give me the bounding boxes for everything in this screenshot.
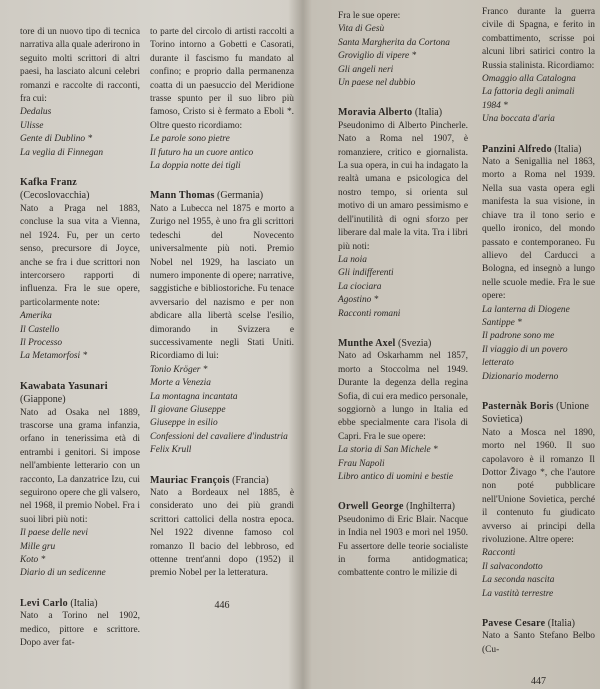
author-country: (Svezia) [397, 337, 432, 349]
text-column [338, 0, 468, 597]
work-title: La Metamorfosi * [20, 351, 88, 362]
author-heading [20, 597, 140, 610]
work-title: Dizionario moderno [482, 371, 559, 382]
entry-text: tore di un nuovo tipo di tecnica narrativa alla quale aderirono in seguito molti scrittori di altri paesi, ha lasciato alcuni celebri romanzi e raccolte di racconti, fra cui: [20, 27, 140, 105]
author-entry [20, 380, 140, 581]
work-title: Il paese delle nevi [20, 528, 88, 539]
author-entry [150, 189, 294, 457]
entry-continuation [20, 26, 140, 160]
entry-text: Pseudonimo di Alberto Pincherle. Nato a Roma nel 1907, è romanziere, critico e giornalista. La sua opera, in cui ha indagato la realtà umana e psicologica del nostro tempo, si orienta sul motivo di un amaro pessimismo e dell'inutilità di ogni sforzo per liberare dal male la vita. Tra i libri più noti: [338, 120, 468, 252]
work-title: La fattoria degli animali [482, 87, 575, 98]
work-title: La vastità terrestre [482, 588, 554, 599]
author-country: (Unione Sovietica) [482, 400, 589, 426]
author-heading [338, 500, 468, 513]
work-title: Le parole sono pietre [150, 134, 230, 145]
author-heading [150, 189, 294, 202]
work-title: Gli angeli neri [338, 64, 394, 75]
author-heading [150, 474, 294, 487]
page-number: 447 [531, 676, 546, 688]
entry-text: Nato a Torino nel 1902, medico, pittore e scrittore. Dopo aver fat- [20, 611, 140, 649]
author-name: Pasternàk Boris [482, 400, 554, 412]
author-name: Levi Carlo [20, 597, 68, 609]
author-country: (Italia) [70, 597, 98, 609]
author-country: (Germania) [217, 190, 264, 202]
author-country: (Francia) [232, 474, 269, 486]
entry-text: Nato ad Osaka nel 1889, trascorse una grama infanzia, orfano in tenerissima età di entrambi i genitori. Si impose nell'ambiente letterario con un racconto, La danzatrice Izu, cui seguirono opere che gli valsero, nel 1968, il premio Nobel. Fra i suoi libri più noti: [20, 407, 140, 525]
author-country: (Italia) [554, 143, 582, 155]
work-title: Diario di un sedicenne [20, 568, 106, 579]
work-title: Il salvacondotto [482, 561, 543, 572]
text-column [150, 0, 294, 612]
author-heading [338, 106, 468, 119]
text-column [482, 0, 595, 689]
author-country: (Inghilterra) [406, 501, 456, 513]
entry-text: Nato a Mosca nel 1890, morto nel 1960. Il suo capolavoro è il romanzo Il Dottor Živago *, che l'autore non poté pubblicare nell'Unione Sovietica, perché il contenuto fu giudicato avverso ai principi della rivoluzione. Altre opere: [482, 427, 595, 546]
work-title: La ciociara [338, 281, 382, 292]
work-title: Il futuro ha un cuore antico [150, 147, 254, 158]
work-title: Il padrone sono me [482, 331, 555, 342]
author-name: Mann Thomas [150, 190, 215, 202]
author-country: (Italia) [547, 618, 575, 630]
text-column [20, 0, 140, 666]
author-heading [20, 176, 140, 203]
work-title: Tonio Kröger * [150, 364, 208, 375]
entry-continuation [150, 26, 294, 173]
work-title: Santa Margherita da Cortona [338, 37, 450, 48]
work-title: Giuseppe in esilio [150, 418, 218, 429]
work-title: La seconda nascita [482, 575, 555, 586]
author-entry [338, 106, 468, 321]
work-title: Una boccata d'aria [482, 114, 555, 125]
author-entry [150, 474, 294, 581]
work-title: Libro antico di uomini e bestie [338, 472, 454, 482]
work-title: Groviglio di vipere * [338, 51, 417, 62]
page-number: 446 [214, 599, 230, 611]
work-title: Omaggio alla Catalogna [482, 74, 576, 85]
work-title: Frau Napoli [338, 458, 385, 469]
entry-text: Nato a Santo Stefano Belbo (Cu- [482, 631, 595, 655]
work-title: La lanterna di Diogene [482, 304, 570, 315]
author-heading [482, 400, 595, 427]
work-title: Gente di Dublino * [20, 134, 93, 145]
author-name: Mauriac François [150, 474, 230, 486]
author-country: (Italia) [414, 107, 443, 119]
entry-continuation [482, 6, 595, 127]
work-title: Gli indifferenti [338, 268, 394, 279]
work-title: Confessioni del cavaliere d'industria Felix Krull [150, 431, 288, 456]
entry-text: Nato a Lubecca nel 1875 e morto a Zurigo nel 1955, è uno fra gli scrittori tedeschi del Novecento universalmente più noti. Premio Nobel nel 1929, ha lasciato un numero imponente di opere; narrative, saggistiche e bibliostoriche. Fu tenace avversario del nazismo e per non abdicare alla libertà scelse l'esilio, dimorando in Svizzera e successivamente negli Stati Uniti. Ricordiamo di lui: [150, 203, 294, 362]
work-title: La montagna incantata [150, 391, 238, 402]
entry-continuation [338, 10, 468, 90]
author-name: Kafka Franz [20, 177, 77, 189]
entry-text: Fra le sue opere: [338, 11, 401, 21]
work-title: Il viaggio di un povero letterato [482, 344, 568, 369]
entry-text: Pseudonimo di Eric Blair. Nacque in India nel 1903 e morì nel 1950. Fu assertore delle teorie socialiste in forma antidogmatica; combattente contro le milizie di [338, 514, 468, 579]
entry-text: Nato a Praga nel 1883, concluse la sua vita a Vienna, nel 1924. Fu, per un certo senso, precursore di Joyce, anche se fra i due scrittori non intercorsero rapporti di influenza. Fra le sue opere, particolarmente note: [20, 203, 140, 308]
work-title: Santippe * [482, 317, 522, 328]
author-country: (Giappone) [20, 394, 66, 406]
author-entry [20, 597, 140, 651]
work-title: Vita di Gesù [338, 24, 385, 35]
author-name: Kawabata Yasunari [20, 380, 108, 392]
work-title: Il giovane Giuseppe [150, 404, 226, 415]
author-entry [338, 500, 468, 580]
author-entry [482, 400, 595, 601]
author-name: Moravia Alberto [338, 107, 413, 119]
work-title: Agostino * [338, 295, 379, 306]
entry-text: Nato a Bordeaux nel 1885, è considerato uno dei più grandi scrittori cattolici della nostra epoca. Nel 1922 divenne famoso col romanzo Il bacio del lebbroso, ed ottenne trent'anni dopo (1952) il premio Nobel per la letteratura. [150, 488, 294, 579]
work-title: Racconti [482, 548, 516, 559]
entry-text: Nato a Senigallia nel 1863, morto a Roma nel 1939. Nella sua vasta opera egli manifesta la sua visione, in chiave tra il tono serio e quello ironico, del mondo passato e contemporaneo. Fu allievo del Carducci a Bologna, ed insegnò a lungo nelle scuole medie. Fra le sue opere: [482, 157, 595, 302]
work-title: Dedalus [20, 107, 52, 118]
author-name: Panzini Alfredo [482, 143, 552, 155]
work-title: Mille gru [20, 541, 56, 552]
author-country: (Cecoslovacchia) [20, 190, 90, 202]
work-title: Morte a Venezia [150, 378, 211, 389]
author-entry [338, 337, 468, 484]
work-title: Un paese nel dubbio [338, 78, 416, 89]
entry-text: to parte del circolo di artisti raccolti a Torino intorno a Gobetti e Casorati, durante il fascismo fu mandato al confino; e proprio dalla permanenza coatta di un paesuccio del Meridione trasse spunto per il suo libro più famoso, Cristo si è fermato a Eboli *. Oltre questo ricordiamo: [150, 27, 294, 131]
author-heading [20, 380, 140, 407]
work-title: La veglia di Finnegan [20, 147, 104, 158]
author-entry [482, 617, 595, 657]
entry-text: Franco durante la guerra civile di Spagna, e ferito in combattimento, scrisse poi alcuni libri satirici contro la Russia stalinista. Ricordiamo: [482, 7, 595, 71]
author-entry [20, 176, 140, 364]
work-title: Il Castello [20, 324, 60, 335]
work-title: La doppia notte dei tigli [150, 161, 241, 172]
work-title: La storia di San Michele * [338, 445, 438, 456]
author-heading [482, 617, 595, 630]
work-title: 1984 * [482, 100, 508, 111]
author-heading [482, 143, 595, 156]
work-title: Amerika [20, 311, 52, 322]
author-entry [482, 143, 595, 384]
author-heading [338, 337, 468, 350]
work-title: Ulisse [20, 120, 44, 131]
work-title: Racconti romani [338, 308, 401, 319]
author-name: Munthe Axel [338, 337, 396, 349]
work-title: La noia [338, 254, 367, 265]
author-name: Pavese Cesare [482, 618, 546, 630]
work-title: Il Processo [20, 337, 63, 348]
author-name: Orwell George [338, 501, 404, 513]
work-title: Koto * [20, 555, 46, 566]
entry-text: Nato ad Oskarhamm nel 1857, morto a Stoccolma nel 1949. Durante la degenza della regina Sofia, di cui era medico personale, soggiornò a lungo in Italia ed ebbe specialmente cara l'isola di Capri. Fra le sue opere: [338, 351, 468, 442]
